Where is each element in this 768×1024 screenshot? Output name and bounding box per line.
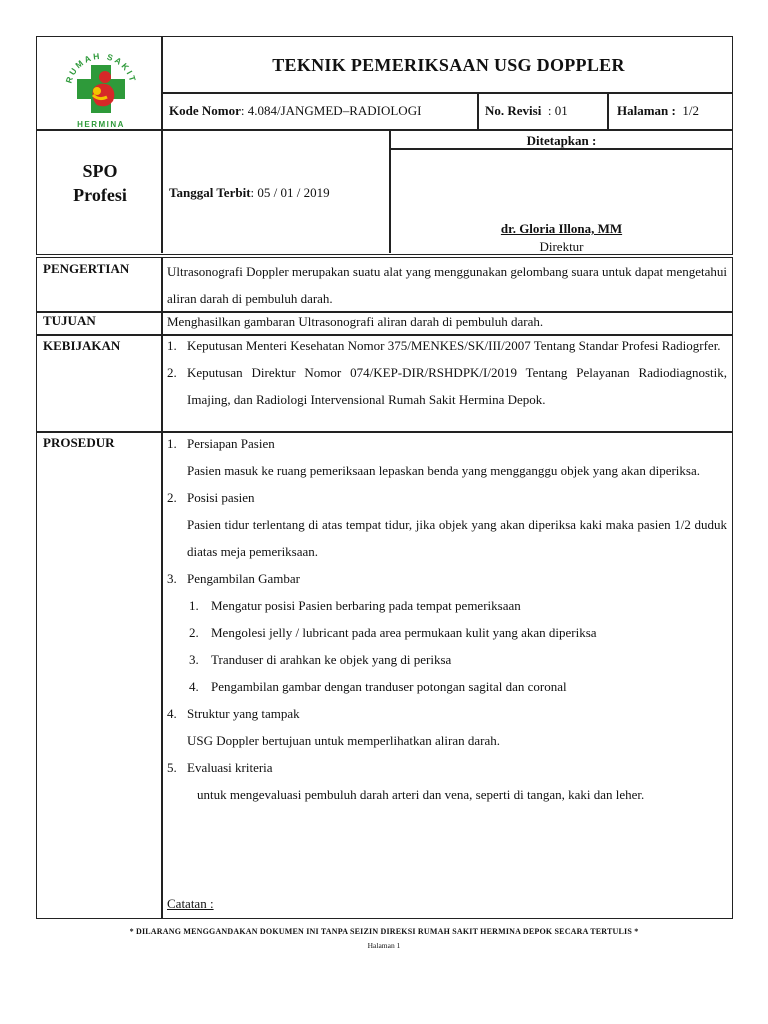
- kode-nomor: [169, 103, 421, 119]
- sub-step: [167, 619, 727, 646]
- step-title-text: Posisi pasien: [187, 490, 255, 505]
- tujuan-label: TUJUAN: [43, 313, 96, 328]
- kode-label: Kode Nomor: [169, 103, 241, 118]
- sub-step-text: Tranduser di arahkan ke objek yang di periksa: [211, 652, 452, 667]
- sub-step-number: 3.: [189, 652, 199, 667]
- signer-name: dr. Gloria Illona, MM: [500, 221, 623, 236]
- sub-step-text: Mengatur posisi Pasien berbaring pada tempat pemeriksaan: [211, 598, 521, 613]
- no-revisi: [485, 103, 568, 119]
- sub-step: [167, 673, 727, 700]
- halaman-value: 1/2: [675, 103, 699, 118]
- list-number: 1.: [167, 338, 177, 353]
- ditetapkan-label: Ditetapkan :: [526, 133, 597, 148]
- spo-label: [37, 159, 163, 207]
- tanggal-label: Tanggal Terbit: [169, 185, 251, 200]
- step-title-text: Pengambilan Gambar: [187, 571, 300, 586]
- step-number: 1.: [167, 436, 177, 451]
- tujuan-text: Menghasilkan gambaran Ultrasonografi aliran darah di pembuluh darah.: [167, 314, 544, 329]
- prosedur-list: [167, 430, 727, 808]
- step-title: [167, 700, 727, 727]
- divider: [161, 258, 163, 918]
- prosedur-label: PROSEDUR: [43, 435, 115, 450]
- step-title: [167, 565, 727, 592]
- sub-step: [167, 592, 727, 619]
- list-item: [167, 332, 727, 359]
- page-number: Halaman 1: [367, 941, 401, 950]
- step-number: 3.: [167, 571, 177, 586]
- sub-step-text: Mengolesi jelly / lubricant pada area permukaan kulit yang akan diperiksa: [211, 625, 597, 640]
- spo-line1: SPO: [82, 161, 118, 181]
- revisi-label: No. Revisi: [485, 103, 542, 118]
- list-number: 2.: [167, 365, 177, 380]
- step-text: Pasien tidur terlentang di atas tempat tidur, jika objek yang akan diperiksa kaki maka pasien 1/2 duduk diatas meja pemeriksaan.: [187, 517, 727, 559]
- tanggal-terbit: [169, 185, 330, 201]
- tanggal-value: : 05 / 01 / 2019: [250, 185, 330, 200]
- divider: [607, 92, 609, 130]
- procedure-table: [36, 257, 733, 919]
- halaman-label: Halaman :: [617, 103, 676, 118]
- list-item: [167, 359, 727, 413]
- step-title: [167, 754, 727, 781]
- step-title-text: Struktur yang tampak: [187, 706, 300, 721]
- divider: [37, 129, 732, 131]
- spo-line2: Profesi: [73, 185, 127, 205]
- pengertian-text: Ultrasonografi Doppler merupakan suatu alat yang menggunakan gelombang suara untuk dapat mengetahui aliran darah di pembuluh darah.: [167, 264, 727, 306]
- list-item-text: Keputusan Direktur Nomor 074/KEP-DIR/RSHDPK/I/2019 Tentang Pelayanan Radiodiagnostik, Imajing, dan Radiologi Intervensional Rumah Sakit Hermina Depok.: [187, 365, 727, 407]
- step-text: USG Doppler bertujuan untuk memperlihatkan aliran darah.: [187, 733, 500, 748]
- header-table: [36, 36, 733, 255]
- pengertian-label: PENGERTIAN: [43, 261, 130, 276]
- halaman: [617, 103, 699, 119]
- step-number: 2.: [167, 490, 177, 505]
- kebijakan-list: [167, 332, 727, 413]
- step-number: 5.: [167, 760, 177, 775]
- signer-role: Direktur: [539, 239, 584, 254]
- hospital-logo: [53, 43, 149, 129]
- step-title-text: Persiapan Pasien: [187, 436, 275, 451]
- sub-step-text: Pengambilan gambar dengan tranduser potongan sagital dan coronal: [211, 679, 567, 694]
- sub-step: [167, 646, 727, 673]
- document-title: TEKNIK PEMERIKSAAN USG DOPPLER: [272, 54, 625, 75]
- step-title: [167, 430, 727, 457]
- list-item-text: Keputusan Menteri Kesehatan Nomor 375/MENKES/SK/III/2007 Tentang Standar Profesi Radiogrfer.: [187, 338, 721, 353]
- footer-notice: * DILARANG MENGGANDAKAN DOKUMEN INI TANPA SEIZIN DIREKSI RUMAH SAKIT HERMINA DEPOK SECARA TERTULIS *: [129, 927, 639, 936]
- step-number: 4.: [167, 706, 177, 721]
- sub-step-number: 4.: [189, 679, 199, 694]
- revisi-value: : 01: [541, 103, 568, 118]
- kode-value: : 4.084/JANGMED–RADIOLOGI: [240, 103, 422, 118]
- logo-arc-text: RUMAH SAKIT: [63, 50, 139, 85]
- step-text: Pasien masuk ke ruang pemeriksaan lepaskan benda yang mengganggu objek yang akan diperiksa.: [187, 463, 700, 478]
- sub-step-number: 1.: [189, 598, 199, 613]
- logo-name: HERMINA: [77, 120, 125, 129]
- divider: [477, 92, 479, 130]
- kebijakan-label: KEBIJAKAN: [43, 338, 121, 353]
- catatan-label: Catatan :: [167, 896, 214, 911]
- step-title-text: Evaluasi kriteria: [187, 760, 273, 775]
- step-text: untuk mengevaluasi pembuluh darah arteri dan vena, seperti di tangan, kaki dan leher.: [197, 787, 645, 802]
- step-title: [167, 484, 727, 511]
- sub-step-number: 2.: [189, 625, 199, 640]
